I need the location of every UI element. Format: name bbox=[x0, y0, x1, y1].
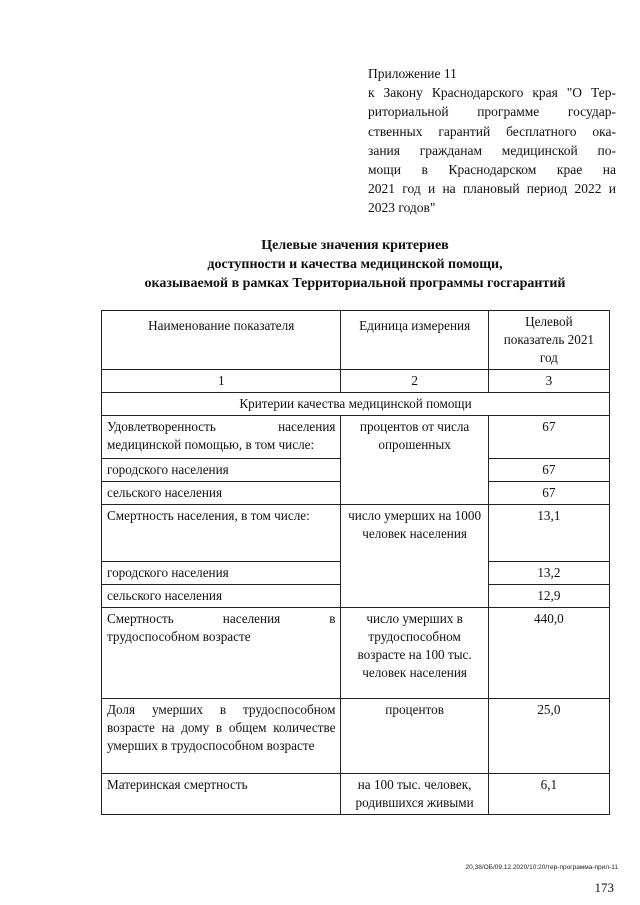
row-name: городского населения bbox=[102, 459, 341, 482]
row-name: Доля умерших в трудоспособном возрасте на дому в общем количестве умерших в трудоспособном возрасте bbox=[102, 699, 341, 774]
title-line: доступности и качества медицинской помощи, bbox=[207, 257, 503, 272]
section-row bbox=[102, 393, 610, 416]
row-name: Материнская смертность bbox=[102, 774, 341, 815]
row-unit: на 100 тыс. человек, родившихся живыми bbox=[341, 774, 488, 815]
appendix-line: зания гражданам медицинской по- bbox=[368, 142, 616, 158]
row-unit: процентов от числа опрошенных bbox=[341, 416, 488, 505]
table-row bbox=[102, 505, 610, 562]
appendix-line: 2023 годов" bbox=[368, 200, 436, 216]
row-value: 440,0 bbox=[488, 608, 609, 699]
appendix-line: риториальной программе государ- bbox=[368, 104, 616, 120]
header-unit: Единица измерения bbox=[341, 311, 488, 370]
row-value: 13,1 bbox=[488, 505, 609, 562]
row-value: 67 bbox=[488, 482, 609, 505]
page-number: 173 bbox=[594, 880, 614, 895]
section-title: Критерии качества медицинской помощи bbox=[102, 393, 610, 416]
appendix-line: 2021 год и на плановый период 2022 и bbox=[368, 181, 616, 197]
appendix-line: к Закону Краснодарского края "О Тер- bbox=[368, 85, 616, 101]
row-value: 67 bbox=[488, 459, 609, 482]
appendix-line: мощи в Краснодарском крае на bbox=[368, 162, 616, 178]
row-name: сельского населения bbox=[102, 585, 341, 608]
document-code: 20,38/ОБ/09.12.2020/10:20/тер-программа-прил-11 bbox=[465, 864, 618, 871]
row-name: Смертность населения в трудоспособном возрасте bbox=[102, 608, 341, 699]
criteria-table bbox=[101, 310, 610, 815]
row-value: 6,1 bbox=[488, 774, 609, 815]
row-value: 12,9 bbox=[488, 585, 609, 608]
title-line: Целевые значения критериев bbox=[261, 238, 449, 253]
row-name: Смертность населения, в том числе: bbox=[102, 505, 341, 562]
row-value: 13,2 bbox=[488, 562, 609, 585]
row-name: Удовлетворенность населения медицинской помощью, в том числе: bbox=[102, 416, 341, 459]
row-value: 67 bbox=[488, 416, 609, 459]
col-number: 1 bbox=[102, 370, 341, 393]
header-name: Наименование показателя bbox=[102, 311, 341, 370]
row-name: сельского населения bbox=[102, 482, 341, 505]
row-unit: процентов bbox=[341, 699, 488, 774]
appendix-header bbox=[368, 64, 616, 218]
row-unit: число умерших на 1000 человек населения bbox=[341, 505, 488, 608]
appendix-line: Приложение 11 bbox=[368, 66, 457, 81]
header-target: Целевой показатель 2021 год bbox=[488, 311, 609, 370]
table-row bbox=[102, 774, 610, 815]
table-row bbox=[102, 416, 610, 459]
col-number: 2 bbox=[341, 370, 488, 393]
col-number: 3 bbox=[488, 370, 609, 393]
table-row bbox=[102, 699, 610, 774]
row-unit: число умерших в трудоспособном возрасте на 100 тыс. человек населения bbox=[341, 608, 488, 699]
column-number-row bbox=[102, 370, 610, 393]
table-row bbox=[102, 608, 610, 699]
document-title bbox=[90, 236, 620, 293]
row-value: 25,0 bbox=[488, 699, 609, 774]
appendix-line: ственных гарантий бесплатного ока- bbox=[368, 123, 616, 139]
title-line: оказываемой в рамках Территориальной программы госгарантий bbox=[144, 276, 566, 291]
row-name: городского населения bbox=[102, 562, 341, 585]
table-header-row bbox=[102, 311, 610, 370]
